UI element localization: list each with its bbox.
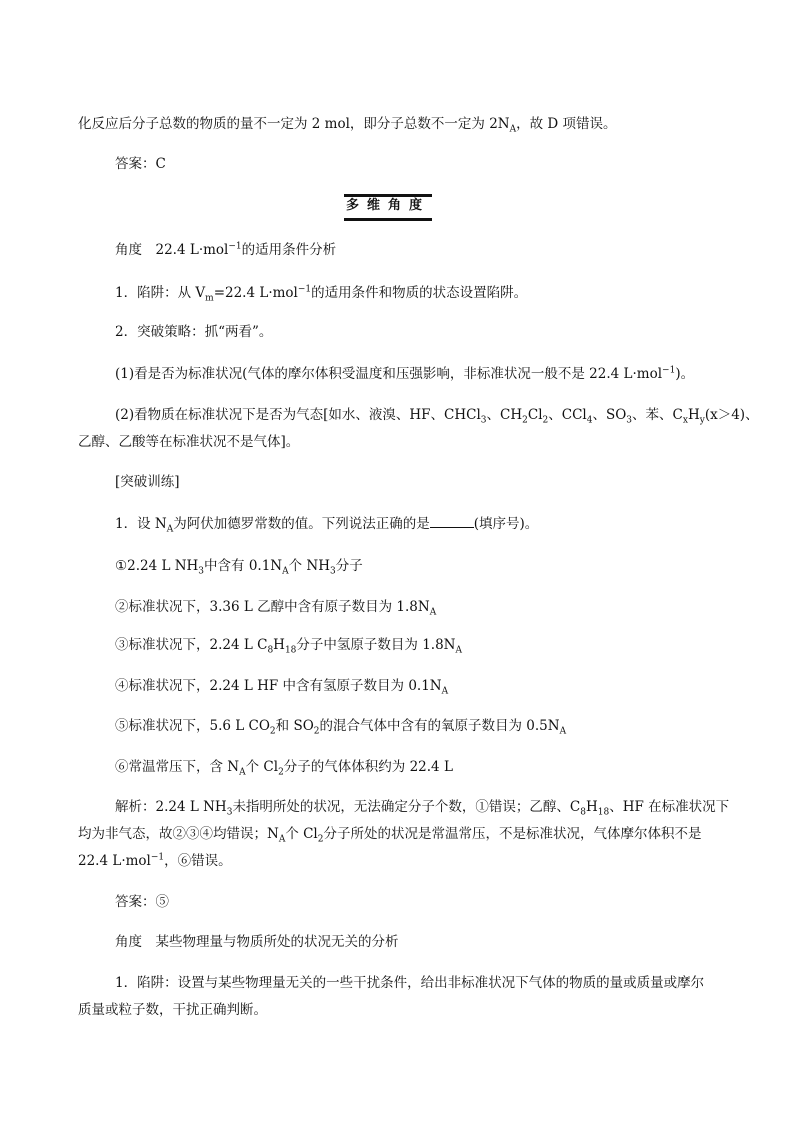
angle-heading-2: 角度 某些物理量与物质所处的状况无关的分析 bbox=[115, 934, 399, 950]
look-two-line: (2)看物质在标准状况下是否为气态[如水、液溴、HF、CHCl$_3$、$CH_2Cl_2$、CCl$_4$、$SO_3$、苯、$C_xH_y(x>4)$、 bbox=[115, 407, 759, 426]
answer-line: 答案：C bbox=[115, 156, 166, 172]
option-5: ⑤标准状况下，5.6 L $CO_2$和 $SO_2$的混合气体中含有的氧原子数目为 $0.5N_A$ bbox=[115, 718, 567, 737]
trap-line-2: 1．陷阱：设置与某些物理量无关的一些干扰条件，给出非标准状况下气体的物质的量或质量或摩尔 bbox=[115, 975, 705, 991]
title-top-rule bbox=[344, 194, 432, 197]
analysis-line-cont: 均为非气态，故②③④均错误；$N_A$个 $Cl_2$分子所处的状况是常温常压，不是标准状况，气体摩尔体积不是 bbox=[78, 826, 702, 845]
text-line: 化反应后分子总数的物质的量不一定为 2 mol，即分子总数不一定为 $2N_A$，故 D 项错误。 bbox=[78, 116, 617, 135]
answer-line: 答案：⑤ bbox=[115, 894, 169, 910]
option-2: ②标准状况下，3.36 L 乙醇中含有原子数目为 $1.8N_A$ bbox=[115, 599, 437, 618]
option-3: ③标准状况下，2.24 L $C_8H_{18}$分子中氢原子数目为 $1.8N_A$ bbox=[115, 637, 462, 656]
option-1: ①2.24 L $NH_3$中含有 $0.1N_A$个 $NH_3$分子 bbox=[115, 558, 363, 577]
answer-blank[interactable] bbox=[430, 513, 474, 528]
training-title: [突破训练] bbox=[115, 474, 180, 490]
analysis-line: 解析：2.24 L $NH_3$未指明所处的状况，无法确定分子个数，①错误；乙醇、$C_8H_{18}$、HF 在标准状况下 bbox=[115, 799, 730, 818]
trap-line-2-cont: 质量或粒子数，干扰正确判断。 bbox=[78, 1002, 267, 1018]
section-title: 多维角度 bbox=[344, 196, 432, 218]
question-line: 1．设 $N_A$为阿伏加德罗常数的值。下列说法正确的是 (填序号)。 bbox=[115, 513, 734, 534]
strategy-line: 2．突破策略：抓“两看”。 bbox=[115, 324, 273, 340]
trap-line: 1．陷阱：从 $V_m=22.4$ L·mol$^{-1}$的适用条件和物质的状态设置陷阱。 bbox=[115, 284, 528, 304]
look-two-line-cont: 乙醇、乙酸等在标准状况不是气体]。 bbox=[78, 434, 300, 450]
angle-heading: 角度 22.4 L·mol$^{-1}$的适用条件分析 bbox=[115, 241, 337, 258]
title-bottom-rule bbox=[344, 218, 432, 221]
option-4: ④标准状况下，2.24 L HF 中含有氢原子数目为 $0.1N_A$ bbox=[115, 678, 449, 697]
analysis-line-end: 22.4 L·mol$^{-1}$，⑥错误。 bbox=[78, 852, 232, 869]
look-one-line: (1)看是否为标准状况(气体的摩尔体积受温度和压强影响，非标准状况一般不是 22.4 L·mol$^{-1}$)。 bbox=[115, 365, 695, 382]
option-6: ⑥常温常压下，含 $N_A$个 $Cl_2$分子的气体体积约为 22.4 L bbox=[115, 759, 453, 778]
